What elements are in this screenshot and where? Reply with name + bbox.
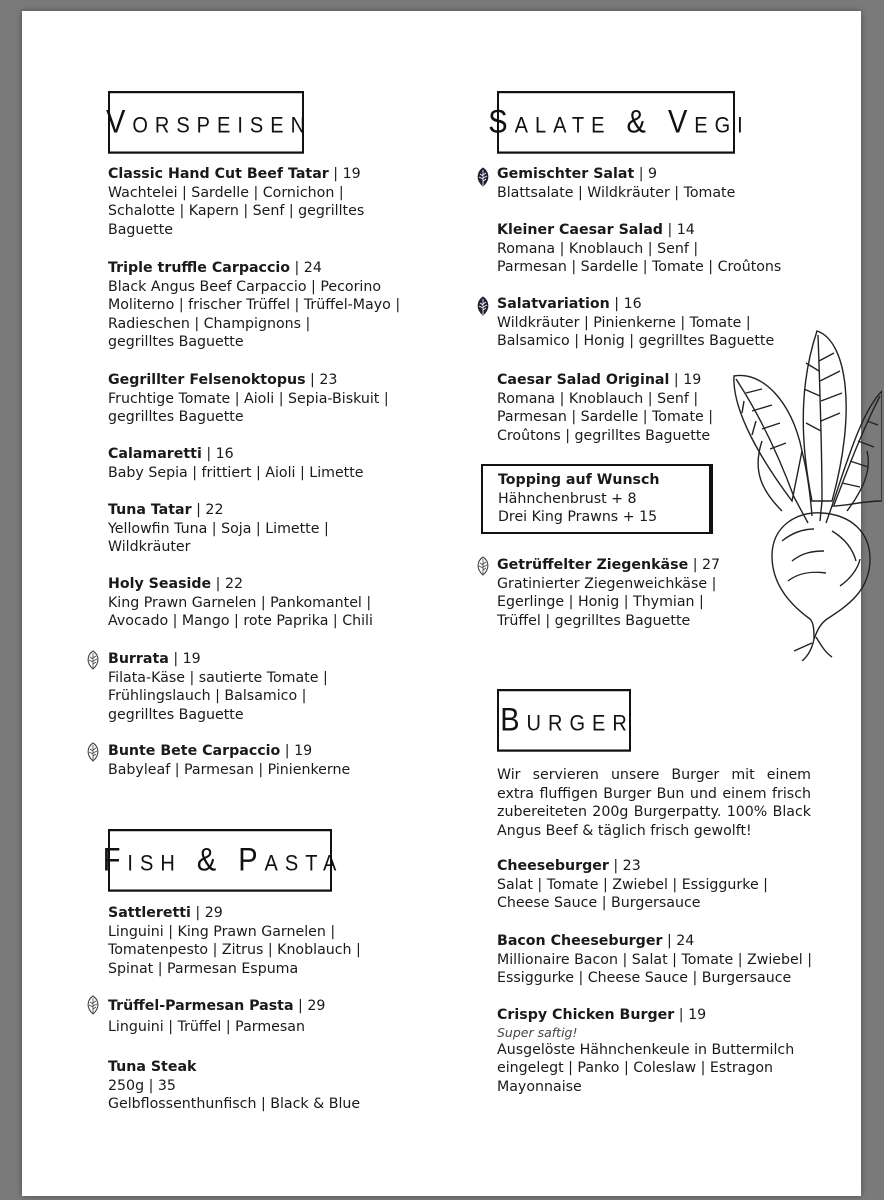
item-price: 29 xyxy=(204,905,223,921)
leaf-outline-icon xyxy=(85,650,101,670)
item-desc: Trüffel | gegrilltes Baguette xyxy=(497,612,691,629)
item-name: Crispy Chicken Burger xyxy=(497,1007,675,1023)
item-desc: Filata-Käse | sautierte Tomate | xyxy=(108,669,328,686)
item-desc: Yellowfin Tuna | Soja | Limette | xyxy=(108,520,329,537)
item-desc: Parmesan | Sardelle | Tomate | xyxy=(497,409,714,426)
item-desc: Tomatenpesto | Zitrus | Knoblauch | xyxy=(108,942,361,959)
section-title-salate: Salate & Vegi xyxy=(497,91,735,154)
item-name: Gegrillter Felsenoktopus xyxy=(108,372,306,388)
menu-item: Gegrillter Felsenoktopus | 23 Fruchtige Tomate | Aioli | Sepia-Biskuit | gegrilltes Baguette xyxy=(108,372,389,426)
item-desc: gegrilltes Baguette xyxy=(108,409,244,426)
item-name: Tuna Steak xyxy=(108,1059,197,1075)
item-price: 14 xyxy=(676,222,695,238)
menu-item: Calamaretti | 16 Baby Sepia | frittiert | Aioli | Limette xyxy=(108,446,364,481)
item-price: 19 xyxy=(294,743,313,759)
item-desc: Babyleaf | Parmesan | Pinienkerne xyxy=(108,761,351,778)
item-desc: Moliterno | frischer Trüffel | Trüffel-Mayo | xyxy=(108,297,401,314)
item-desc: gegrilltes Baguette xyxy=(108,334,244,351)
item-price: 29 xyxy=(307,998,326,1014)
item-name: Classic Hand Cut Beef Tatar xyxy=(108,166,329,182)
item-price: 23 xyxy=(622,858,641,874)
item-desc: King Prawn Garnelen | Pankomantel | xyxy=(108,594,372,611)
burger-intro: Wir servieren unsere Burger mit einem extra fluffigen Burger Bun und einem frisch zubereiteten 200g Burgerpatty. 100% Black Angus Beef & täglich frisch gewolft! xyxy=(497,767,811,839)
section-title-vorspeisen: Vorspeisen xyxy=(108,91,304,154)
item-price: 24 xyxy=(303,260,322,276)
item-price: 19 xyxy=(182,651,201,667)
item-desc: Romana | Knoblauch | Senf | xyxy=(497,390,699,407)
item-desc: Parmesan | Sardelle | Tomate | Croûtons xyxy=(497,259,782,276)
item-desc: Gratinierter Ziegenweichkäse | xyxy=(497,575,717,592)
item-desc: Spinat | Parmesan Espuma xyxy=(108,960,299,977)
item-desc: Ausgelöste Hähnchenkeule in Buttermilch xyxy=(497,1041,795,1058)
item-price: 16 xyxy=(623,296,642,312)
item-desc: Wildkräuter | Pinienkerne | Tomate | xyxy=(497,314,751,331)
item-name: Sattleretti xyxy=(108,905,191,921)
item-desc: Balsamico | Honig | gegrilltes Baguette xyxy=(497,333,775,350)
item-price: 9 xyxy=(648,166,658,182)
leaf-outline-icon xyxy=(85,995,101,1015)
leaf-filled-icon xyxy=(475,167,491,187)
menu-item: Burrata | 19 Filata-Käse | sautierte Tomate | Frühlingslauch | Balsamico | gegrilltes Baguette xyxy=(108,651,328,723)
item-name: Holy Seaside xyxy=(108,576,212,592)
menu-item: Sattleretti | 29 Linguini | King Prawn Garnelen | Tomatenpesto | Zitrus | Knoblauch | Spinat | Parmesan Espuma xyxy=(108,905,361,977)
item-desc: Romana | Knoblauch | Senf | xyxy=(497,240,699,257)
item-desc: Cheese Sauce | Burgersauce xyxy=(497,895,701,912)
item-name: Cheeseburger xyxy=(497,858,609,874)
menu-item: Getrüffelter Ziegenkäse | 27 Gratinierter Ziegenweichkäse | Egerlinge | Honig | Thymian | Trüffel | gegrilltes Baguette xyxy=(497,557,721,629)
item-desc: Frühlingslauch | Balsamico | xyxy=(108,688,307,705)
item-desc: gegrilltes Baguette xyxy=(108,706,244,723)
menu-item: Triple truffle Carpaccio | 24 Black Angus Beef Carpaccio | Pecorino Moliterno | frischer Trüffel | Trüffel-Mayo | Radieschen | Champignons | gegrilltes Baguette xyxy=(108,260,401,351)
item-tagline: Super saftig! xyxy=(497,1024,578,1040)
item-desc: Fruchtige Tomate | Aioli | Sepia-Biskuit | xyxy=(108,390,389,407)
menu-page xyxy=(22,11,861,1196)
item-name: Burrata xyxy=(108,651,169,667)
item-name: Getrüffelter Ziegenkäse xyxy=(497,557,689,573)
item-price: 19 xyxy=(688,1007,707,1023)
menu-item: Crispy Chicken Burger | 19 Super saftig! Ausgelöste Hähnchenkeule in Buttermilch eingelegt | Panko | Coleslaw | Estragon Mayonnaise xyxy=(497,1007,795,1095)
item-name: Tuna Tatar xyxy=(108,502,192,518)
menu-item: Bunte Bete Carpaccio | 19 Babyleaf | Parmesan | Pinienkerne xyxy=(108,743,351,778)
item-desc: Baby Sepia | frittiert | Aioli | Limette xyxy=(108,464,364,481)
item-desc: Linguini | Trüffel | Parmesan xyxy=(108,1018,305,1035)
item-name: Caesar Salad Original xyxy=(497,372,670,388)
item-desc: Schalotte | Kapern | Senf | gegrilltes xyxy=(108,203,365,220)
item-desc: Millionaire Bacon | Salat | Tomate | Zwiebel | xyxy=(497,951,812,968)
menu-item: Cheeseburger | 23 Salat | Tomate | Zwiebel | Essiggurke | Cheese Sauce | Burgersauce xyxy=(497,858,768,912)
item-desc: Avocado | Mango | rote Paprika | Chili xyxy=(108,613,373,630)
item-desc: Essiggurke | Cheese Sauce | Burgersauce xyxy=(497,970,792,987)
item-desc: Black Angus Beef Carpaccio | Pecorino xyxy=(108,278,382,295)
item-name: Bacon Cheeseburger xyxy=(497,933,663,949)
item-desc: Mayonnaise xyxy=(497,1078,582,1095)
item-desc: Gelbflossenthunfisch | Black & Blue xyxy=(108,1096,361,1113)
item-name: Salatvariation xyxy=(497,296,610,312)
menu-item: Bacon Cheeseburger | 24 Millionaire Bacon | Salat | Tomate | Zwiebel | Essiggurke | Cheese Sauce | Burgersauce xyxy=(497,933,812,987)
item-price: 16 xyxy=(215,446,234,462)
leaf-filled-icon xyxy=(475,296,491,316)
menu-item: Trüffel-Parmesan Pasta | 29 Linguini | Trüffel | Parmesan xyxy=(108,998,326,1035)
item-price: 24 xyxy=(676,933,695,949)
item-price: 22 xyxy=(224,576,244,592)
item-price: 22 xyxy=(205,502,224,518)
leaf-outline-icon xyxy=(85,742,101,762)
item-desc: Baguette xyxy=(108,221,174,238)
item-name: Gemischter Salat xyxy=(497,166,635,182)
menu-item xyxy=(108,1058,360,1114)
item-name: Triple truffle Carpaccio xyxy=(108,260,290,276)
topping-line: Drei King Prawns + 15 xyxy=(498,509,658,526)
menu-item: Salatvariation | 16 Wildkräuter | Pinienkerne | Tomate | Balsamico | Honig | gegrilltes Baguette xyxy=(497,296,775,350)
item-desc: Linguini | King Prawn Garnelen | xyxy=(108,923,336,940)
leaf-outline-icon xyxy=(475,556,491,576)
item-name: Kleiner Caesar Salad xyxy=(497,222,663,238)
item-desc: eingelegt | Panko | Coleslaw | Estragon xyxy=(497,1060,774,1077)
menu-item: Tuna Tatar | 22 Yellowfin Tuna | Soja | Limette | Wildkräuter xyxy=(108,502,329,556)
menu-item: Gemischter Salat | 9 Blattsalate | Wildkräuter | Tomate xyxy=(497,166,736,201)
item-price: 19 xyxy=(683,372,702,388)
item-desc: Radieschen | Champignons | xyxy=(108,315,311,332)
menu-item: Caesar Salad Original | 19 Romana | Knoblauch | Senf | Parmesan | Sardelle | Tomate | Croûtons | gegrilltes Baguette xyxy=(497,372,714,444)
beetroot-illustration xyxy=(722,301,882,661)
menu-item: Kleiner Caesar Salad | 14 Romana | Knoblauch | Senf | Parmesan | Sardelle | Tomate | Croûtons xyxy=(497,222,782,276)
topping-box xyxy=(481,464,713,534)
item-price: 23 xyxy=(319,372,338,388)
item-name: Trüffel-Parmesan Pasta xyxy=(108,998,294,1014)
topping-title: Topping auf Wunsch xyxy=(498,472,660,488)
menu-item: Classic Hand Cut Beef Tatar | 19 Wachtelei | Sardelle | Cornichon | Schalotte | Kapern | Senf | gegrilltes Baguette xyxy=(108,166,365,238)
menu-item: Holy Seaside | 22 King Prawn Garnelen | Pankomantel | Avocado | Mango | rote Paprika | Chili xyxy=(108,576,373,630)
item-desc: Croûtons | gegrilltes Baguette xyxy=(497,427,711,444)
item-name: Calamaretti xyxy=(108,446,202,462)
section-title-burger: Burger xyxy=(497,689,631,752)
item-name: Bunte Bete Carpaccio xyxy=(108,743,281,759)
item-desc: Wildkräuter xyxy=(108,539,191,556)
item-desc: Salat | Tomate | Zwiebel | Essiggurke | xyxy=(497,876,768,893)
item-desc: Wachtelei | Sardelle | Cornichon | xyxy=(108,184,344,201)
item-price: 27 xyxy=(702,557,721,573)
section-title-fish-pasta: Fish & Pasta xyxy=(108,829,332,892)
item-desc: Blattsalate | Wildkräuter | Tomate xyxy=(497,184,736,201)
item-desc: Egerlinge | Honig | Thymian | xyxy=(497,594,704,611)
item-desc: 250g | 35 xyxy=(108,1077,176,1094)
topping-line: Hähnchenbrust + 8 xyxy=(498,490,637,507)
item-price: 19 xyxy=(342,166,361,182)
